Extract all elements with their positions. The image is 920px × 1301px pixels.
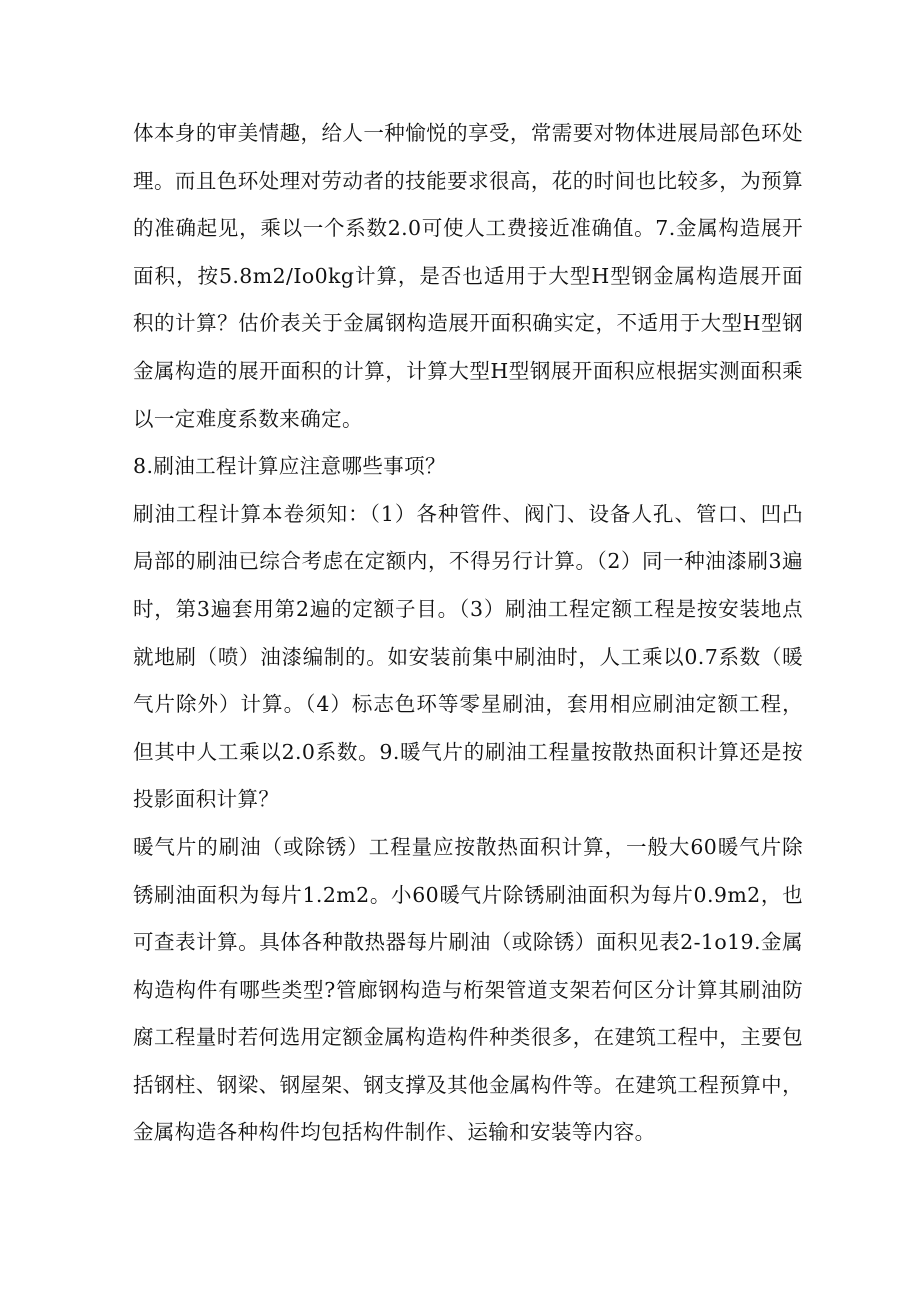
paragraph-4: 暖气片的刷油（或除锈）工程量应按散热面积计算，一般大60暖气片除锈刷油面积为每片1.2m2。小60暖气片除锈刷油面积为每片0.9m2，也可查表计算。具体各种散热器每片刷油（或除锈）面积见表2-1o19.金属构造构件有哪些类型?管廊钢构造与桁架管道支架若何区分计算其刷油防腐工程量时若何选用定额金属构造构件种类很多，在建筑工程中，主要包括钢柱、钢梁、钢屋架、钢支撑及其他金属构件等。在建筑工程预算中，金属构造各种构件均包括构件制作、运输和安装等内容。: [133, 834, 803, 1145]
paragraph-2-heading: 8.刷油工程计算应注意哪些事项？: [133, 454, 446, 479]
paragraph-3: 刷油工程计算本卷须知：（1）各种管件、阀门、设备人孔、管口、凹凸局部的刷油已综合考虑在定额内，不得另行计算。（2）同一种油漆刷3遍时，第3遍套用第2遍的定额子目。（3）刷油工程定额工程是按安装地点就地刷（喷）油漆编制的。如安装前集中刷油时，人工乘以0.7系数（暖气片除外）计算。（4）标志色环等零星刷油，套用相应刷油定额工程，但其中人工乘以2.0系数。9.暖气片的刷油工程量按散热面积计算还是按投影面积计算？: [133, 501, 803, 812]
paragraph-1: 体本身的审美情趣，给人一种愉悦的享受，常需要对物体进展局部色环处理。而且色环处理对劳动者的技能要求很高，花的时间也比较多，为预算的准确起见，乘以一个系数2.0可使人工费接近准确值。7.金属构造展开面积，按5.8m2/Io0kg计算，是否也适用于大型H型钢金属构造展开面积的计算？估价表关于金属钢构造展开面积确实定，不适用于大型H型钢金属构造的展开面积的计算，计算大型H型钢展开面积应根据实测面积乘以一定难度系数来确定。: [133, 121, 803, 431]
document-body: [133, 110, 803, 1157]
